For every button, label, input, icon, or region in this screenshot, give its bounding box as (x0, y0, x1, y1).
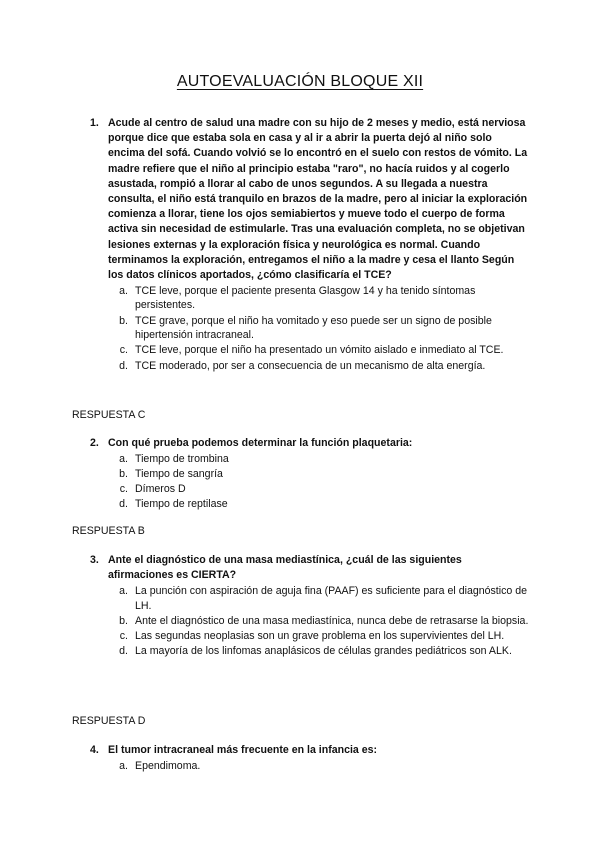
option-letter: d. (119, 498, 128, 511)
option-a (90, 584, 530, 613)
option-text: Dímeros D (135, 483, 186, 496)
option-letter: c. (119, 483, 128, 496)
option-text: Las segundas neoplasias son un grave problema en los supervivientes del LH. (135, 629, 505, 642)
option-letter: a. (119, 759, 128, 772)
option-letter: a. (119, 284, 128, 297)
question-4 (90, 743, 530, 773)
question-text: Acude al centro de salud una madre con su hijo de 2 meses y medio, está nerviosa porque dice que estaba sola en casa y al ir a abrir la puerta dejó al niño solo encima del sofá. Cuando volvió se lo encontró en el suelo con restos de vómito. La madre refiere que el niño al principio estaba "raro", no hacía ruidos y al cogerlo asustada, rompió a llorar al cabo de unos segundos. A su llegada a nuestra consulta, el niño está tranquilo en brazos de la madre, pero al iniciar la exploración comienza a llorar, tiene los ojos semiabiertos y mueve todo el cuerpo de forma activa sin necesidad de estimularle. Tras una evaluación completa, no se objetivan lesiones externas y la exploración física y neurológica es normal. Cuando terminamos la exploración, entregamos el niño a la madre y cesa el llanto Según los datos clínicos aportados, ¿cómo clasificaría el TCE? (108, 117, 528, 282)
option-letter: d. (119, 645, 128, 658)
question-2 (90, 436, 530, 512)
option-letter: a. (119, 585, 128, 597)
option-c (90, 482, 530, 497)
option-c (90, 629, 530, 644)
page-title: AUTOEVALUACIÓN BLOQUE XII (176, 73, 424, 90)
answer-1: RESPUESTA C (72, 409, 146, 421)
option-letter: b. (119, 314, 128, 327)
option-letter: a. (119, 452, 128, 465)
options-list (90, 584, 530, 659)
answer-2: RESPUESTA B (72, 525, 145, 537)
question-text: El tumor intracraneal más frecuente en la infancia es: (108, 744, 378, 756)
options-list (90, 759, 530, 774)
option-a (90, 284, 530, 313)
option-text: Ante el diagnóstico de una masa mediastínica, nunca debe de retrasarse la biopsia. (135, 614, 529, 627)
option-text: TCE moderado, por ser a consecuencia de un mecanismo de alta energía. (135, 359, 486, 372)
option-text: TCE leve, porque el paciente presenta Glasgow 14 y ha tenido síntomas persistentes. (135, 284, 476, 312)
option-a (90, 452, 530, 467)
option-letter: c. (119, 344, 128, 357)
option-text: Ependimoma. (135, 759, 201, 772)
option-text: Tiempo de reptilase (135, 498, 228, 511)
option-text: Tiempo de sangría (135, 467, 223, 480)
answer-3: RESPUESTA D (72, 715, 146, 727)
option-text: TCE grave, porque el niño ha vomitado y eso puede ser un signo de posible hipertensión intracraneal. (135, 314, 492, 342)
option-text: Tiempo de trombina (135, 452, 229, 465)
option-letter: b. (119, 614, 128, 627)
option-text: La punción con aspiración de aguja fina (PAAF) es suficiente para el diagnóstico de LH. (135, 585, 528, 612)
options-list (90, 284, 530, 373)
question-text: Ante el diagnóstico de una masa mediastínica, ¿cuál de las siguientes afirmaciones es CIERTA? (108, 554, 462, 582)
question-1 (90, 116, 530, 373)
option-text: La mayoría de los linfomas anaplásicos de células grandes pediátricos son ALK. (135, 645, 512, 658)
option-d (90, 497, 530, 512)
option-text: TCE leve, porque el niño ha presentado un vómito aislado e inmediato al TCE. (135, 344, 504, 357)
question-3 (90, 553, 530, 659)
option-letter: d. (119, 359, 128, 372)
question-number: 3. (90, 554, 99, 566)
question-text: Con qué prueba podemos determinar la función plaquetaria: (108, 437, 413, 449)
option-c (90, 343, 530, 358)
option-b (90, 314, 530, 343)
option-letter: c. (119, 629, 128, 642)
option-b (90, 467, 530, 482)
question-number: 2. (90, 437, 99, 449)
question-number: 4. (90, 744, 99, 756)
options-list (90, 452, 530, 512)
option-letter: b. (119, 467, 128, 480)
option-d (90, 359, 530, 374)
question-number: 1. (90, 117, 99, 129)
option-a (90, 759, 530, 774)
option-b (90, 614, 530, 629)
option-d (90, 644, 530, 659)
